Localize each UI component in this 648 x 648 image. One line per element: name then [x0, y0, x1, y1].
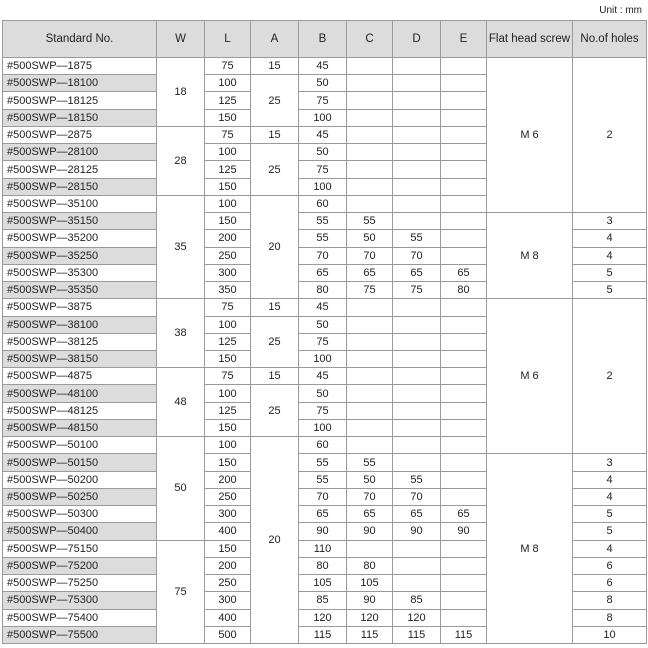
cell-d — [393, 402, 441, 419]
cell-b: 70 — [299, 488, 347, 505]
cell-b: 75 — [299, 161, 347, 178]
cell-standard-no: #500SWP—35150 — [3, 213, 157, 230]
unit-label: Unit : mm — [599, 5, 642, 16]
cell-a: 25 — [251, 385, 299, 437]
cell-e — [441, 75, 487, 92]
cell-b: 55 — [299, 454, 347, 471]
cell-c — [347, 385, 393, 402]
cell-c: 115 — [347, 626, 393, 643]
header-flat-head-screw: Flat head screw — [487, 21, 573, 58]
cell-b: 105 — [299, 575, 347, 592]
cell-d: 90 — [393, 523, 441, 540]
cell-standard-no: #500SWP—28100 — [3, 144, 157, 161]
cell-c — [347, 437, 393, 454]
cell-d — [393, 350, 441, 367]
header-d: D — [393, 21, 441, 58]
cell-no-of-holes: 4 — [573, 540, 647, 557]
cell-e — [441, 402, 487, 419]
cell-w: 38 — [157, 299, 205, 368]
cell-d — [393, 454, 441, 471]
cell-a: 20 — [251, 437, 299, 644]
header-c: C — [347, 21, 393, 58]
cell-d — [393, 92, 441, 109]
cell-e — [441, 385, 487, 402]
cell-d — [393, 75, 441, 92]
cell-l: 100 — [205, 316, 251, 333]
cell-standard-no: #500SWP—75300 — [3, 592, 157, 609]
cell-e: 80 — [441, 282, 487, 299]
cell-standard-no: #500SWP—18125 — [3, 92, 157, 109]
cell-c — [347, 92, 393, 109]
cell-d — [393, 178, 441, 195]
cell-c: 50 — [347, 471, 393, 488]
cell-b: 115 — [299, 626, 347, 643]
cell-w: 35 — [157, 195, 205, 298]
cell-d: 65 — [393, 506, 441, 523]
cell-standard-no: #500SWP—38125 — [3, 333, 157, 350]
cell-c — [347, 368, 393, 385]
cell-e — [441, 109, 487, 126]
cell-l: 100 — [205, 385, 251, 402]
cell-c — [347, 75, 393, 92]
cell-no-of-holes: 5 — [573, 282, 647, 299]
cell-c: 105 — [347, 575, 393, 592]
cell-d — [393, 161, 441, 178]
cell-b: 80 — [299, 282, 347, 299]
cell-e — [441, 299, 487, 316]
cell-b: 50 — [299, 75, 347, 92]
cell-l: 125 — [205, 333, 251, 350]
header-row — [3, 21, 647, 58]
cell-no-of-holes: 4 — [573, 230, 647, 247]
cell-standard-no: #500SWP—75250 — [3, 575, 157, 592]
spec-table — [2, 20, 647, 644]
cell-c — [347, 316, 393, 333]
cell-d: 70 — [393, 488, 441, 505]
cell-b: 55 — [299, 213, 347, 230]
cell-l: 75 — [205, 299, 251, 316]
cell-e: 90 — [441, 523, 487, 540]
cell-e — [441, 557, 487, 574]
cell-b: 85 — [299, 592, 347, 609]
cell-w: 75 — [157, 540, 205, 643]
header-l: L — [205, 21, 251, 58]
cell-c: 50 — [347, 230, 393, 247]
cell-w: 28 — [157, 126, 205, 195]
cell-e — [441, 230, 487, 247]
cell-b: 55 — [299, 230, 347, 247]
cell-b: 65 — [299, 506, 347, 523]
cell-standard-no: #500SWP—48150 — [3, 419, 157, 436]
cell-c — [347, 58, 393, 75]
header-b: B — [299, 21, 347, 58]
cell-standard-no: #500SWP—38100 — [3, 316, 157, 333]
cell-b: 60 — [299, 195, 347, 212]
cell-b: 60 — [299, 437, 347, 454]
cell-b: 110 — [299, 540, 347, 557]
cell-w: 50 — [157, 437, 205, 540]
table-row — [3, 213, 647, 230]
cell-c: 55 — [347, 454, 393, 471]
cell-b: 90 — [299, 523, 347, 540]
cell-standard-no: #500SWP—35100 — [3, 195, 157, 212]
cell-flat-head-screw: M 6 — [487, 299, 573, 454]
cell-e — [441, 540, 487, 557]
cell-d: 120 — [393, 609, 441, 626]
cell-no-of-holes: 4 — [573, 471, 647, 488]
cell-b: 80 — [299, 557, 347, 574]
cell-e — [441, 126, 487, 143]
cell-l: 75 — [205, 58, 251, 75]
cell-d — [393, 575, 441, 592]
cell-standard-no: #500SWP—1875 — [3, 58, 157, 75]
cell-b: 75 — [299, 333, 347, 350]
cell-d — [393, 385, 441, 402]
cell-e: 65 — [441, 506, 487, 523]
cell-b: 45 — [299, 299, 347, 316]
cell-d — [393, 299, 441, 316]
cell-standard-no: #500SWP—50250 — [3, 488, 157, 505]
cell-l: 150 — [205, 178, 251, 195]
cell-l: 300 — [205, 264, 251, 281]
cell-e — [441, 178, 487, 195]
cell-l: 150 — [205, 213, 251, 230]
cell-no-of-holes: 5 — [573, 506, 647, 523]
cell-l: 400 — [205, 523, 251, 540]
cell-b: 100 — [299, 178, 347, 195]
cell-standard-no: #500SWP—3875 — [3, 299, 157, 316]
cell-e — [441, 575, 487, 592]
cell-no-of-holes: 6 — [573, 557, 647, 574]
cell-standard-no: #500SWP—50400 — [3, 523, 157, 540]
cell-e — [441, 161, 487, 178]
cell-l: 150 — [205, 454, 251, 471]
cell-b: 75 — [299, 402, 347, 419]
cell-standard-no: #500SWP—35250 — [3, 247, 157, 264]
cell-l: 200 — [205, 471, 251, 488]
cell-d: 70 — [393, 247, 441, 264]
cell-b: 70 — [299, 247, 347, 264]
cell-c — [347, 144, 393, 161]
cell-no-of-holes: 8 — [573, 592, 647, 609]
cell-d — [393, 126, 441, 143]
cell-b: 120 — [299, 609, 347, 626]
header-no-of-holes: No.of holes — [573, 21, 647, 58]
cell-b: 65 — [299, 264, 347, 281]
cell-l: 200 — [205, 557, 251, 574]
cell-standard-no: #500SWP—75200 — [3, 557, 157, 574]
cell-e — [441, 592, 487, 609]
cell-standard-no: #500SWP—50100 — [3, 437, 157, 454]
table-row — [3, 58, 647, 75]
cell-l: 100 — [205, 144, 251, 161]
cell-e: 65 — [441, 264, 487, 281]
cell-l: 300 — [205, 592, 251, 609]
cell-no-of-holes: 3 — [573, 454, 647, 471]
cell-e — [441, 247, 487, 264]
table-body — [3, 58, 647, 644]
cell-d — [393, 557, 441, 574]
cell-l: 250 — [205, 488, 251, 505]
cell-c: 120 — [347, 609, 393, 626]
cell-l: 200 — [205, 230, 251, 247]
cell-w: 48 — [157, 368, 205, 437]
cell-standard-no: #500SWP—75400 — [3, 609, 157, 626]
cell-c: 55 — [347, 213, 393, 230]
cell-standard-no: #500SWP—50200 — [3, 471, 157, 488]
cell-c — [347, 402, 393, 419]
cell-standard-no: #500SWP—75500 — [3, 626, 157, 643]
cell-d: 115 — [393, 626, 441, 643]
cell-c: 80 — [347, 557, 393, 574]
header-standard-no: Standard No. — [3, 21, 157, 58]
cell-a: 15 — [251, 368, 299, 385]
cell-d — [393, 109, 441, 126]
cell-no-of-holes: 2 — [573, 58, 647, 213]
cell-c — [347, 109, 393, 126]
cell-standard-no: #500SWP—2875 — [3, 126, 157, 143]
cell-c: 70 — [347, 488, 393, 505]
cell-d: 65 — [393, 264, 441, 281]
cell-d — [393, 316, 441, 333]
cell-l: 75 — [205, 368, 251, 385]
cell-b: 100 — [299, 419, 347, 436]
cell-b: 45 — [299, 368, 347, 385]
cell-d — [393, 540, 441, 557]
cell-c — [347, 333, 393, 350]
cell-no-of-holes: 10 — [573, 626, 647, 643]
cell-l: 150 — [205, 540, 251, 557]
cell-a: 25 — [251, 316, 299, 368]
cell-c: 75 — [347, 282, 393, 299]
cell-flat-head-screw: M 8 — [487, 454, 573, 644]
cell-e — [441, 144, 487, 161]
cell-c — [347, 161, 393, 178]
cell-c — [347, 178, 393, 195]
cell-e — [441, 419, 487, 436]
cell-l: 400 — [205, 609, 251, 626]
cell-c: 65 — [347, 506, 393, 523]
cell-b: 45 — [299, 126, 347, 143]
cell-no-of-holes: 4 — [573, 247, 647, 264]
cell-standard-no: #500SWP—35300 — [3, 264, 157, 281]
cell-b: 50 — [299, 316, 347, 333]
cell-no-of-holes: 4 — [573, 488, 647, 505]
cell-l: 100 — [205, 75, 251, 92]
cell-e — [441, 350, 487, 367]
cell-a: 15 — [251, 58, 299, 75]
cell-e — [441, 609, 487, 626]
cell-flat-head-screw: M 6 — [487, 58, 573, 213]
cell-c — [347, 540, 393, 557]
cell-e — [441, 316, 487, 333]
cell-e — [441, 195, 487, 212]
cell-standard-no: #500SWP—28125 — [3, 161, 157, 178]
cell-no-of-holes: 5 — [573, 264, 647, 281]
cell-e — [441, 58, 487, 75]
cell-d — [393, 144, 441, 161]
cell-e — [441, 333, 487, 350]
cell-standard-no: #500SWP—48125 — [3, 402, 157, 419]
cell-c: 65 — [347, 264, 393, 281]
table-row — [3, 299, 647, 316]
cell-l: 150 — [205, 350, 251, 367]
cell-a: 25 — [251, 75, 299, 127]
cell-standard-no: #500SWP—50150 — [3, 454, 157, 471]
cell-no-of-holes: 3 — [573, 213, 647, 230]
cell-standard-no: #500SWP—4875 — [3, 368, 157, 385]
cell-c — [347, 350, 393, 367]
cell-e: 115 — [441, 626, 487, 643]
cell-l: 125 — [205, 92, 251, 109]
cell-c: 70 — [347, 247, 393, 264]
cell-l: 100 — [205, 195, 251, 212]
cell-a: 20 — [251, 195, 299, 298]
cell-d — [393, 213, 441, 230]
cell-d — [393, 333, 441, 350]
header-e: E — [441, 21, 487, 58]
cell-e — [441, 488, 487, 505]
cell-standard-no: #500SWP—18150 — [3, 109, 157, 126]
cell-e — [441, 213, 487, 230]
cell-d — [393, 419, 441, 436]
cell-flat-head-screw: M 8 — [487, 213, 573, 299]
cell-standard-no: #500SWP—38150 — [3, 350, 157, 367]
cell-a: 15 — [251, 299, 299, 316]
cell-a: 25 — [251, 144, 299, 196]
cell-c — [347, 299, 393, 316]
cell-c: 90 — [347, 523, 393, 540]
cell-l: 350 — [205, 282, 251, 299]
cell-l: 100 — [205, 437, 251, 454]
cell-standard-no: #500SWP—18100 — [3, 75, 157, 92]
cell-standard-no: #500SWP—28150 — [3, 178, 157, 195]
table-row — [3, 454, 647, 471]
cell-standard-no: #500SWP—35200 — [3, 230, 157, 247]
cell-l: 250 — [205, 575, 251, 592]
cell-e — [441, 471, 487, 488]
cell-standard-no: #500SWP—50300 — [3, 506, 157, 523]
cell-l: 150 — [205, 419, 251, 436]
cell-l: 150 — [205, 109, 251, 126]
cell-standard-no: #500SWP—48100 — [3, 385, 157, 402]
cell-l: 300 — [205, 506, 251, 523]
cell-l: 125 — [205, 402, 251, 419]
cell-c — [347, 419, 393, 436]
cell-b: 100 — [299, 350, 347, 367]
cell-d — [393, 437, 441, 454]
cell-no-of-holes: 5 — [573, 523, 647, 540]
cell-d — [393, 195, 441, 212]
cell-l: 75 — [205, 126, 251, 143]
cell-no-of-holes: 8 — [573, 609, 647, 626]
cell-d: 85 — [393, 592, 441, 609]
header-w: W — [157, 21, 205, 58]
cell-d — [393, 368, 441, 385]
cell-l: 125 — [205, 161, 251, 178]
cell-l: 500 — [205, 626, 251, 643]
cell-b: 45 — [299, 58, 347, 75]
cell-e — [441, 368, 487, 385]
cell-no-of-holes: 6 — [573, 575, 647, 592]
cell-b: 55 — [299, 471, 347, 488]
cell-e — [441, 454, 487, 471]
cell-c — [347, 195, 393, 212]
cell-c: 90 — [347, 592, 393, 609]
cell-d: 55 — [393, 230, 441, 247]
cell-d: 55 — [393, 471, 441, 488]
cell-standard-no: #500SWP—35350 — [3, 282, 157, 299]
cell-standard-no: #500SWP—75150 — [3, 540, 157, 557]
cell-a: 15 — [251, 126, 299, 143]
cell-b: 75 — [299, 92, 347, 109]
cell-no-of-holes: 2 — [573, 299, 647, 454]
cell-e — [441, 437, 487, 454]
cell-l: 250 — [205, 247, 251, 264]
cell-d: 75 — [393, 282, 441, 299]
cell-d — [393, 58, 441, 75]
cell-b: 50 — [299, 385, 347, 402]
cell-w: 18 — [157, 58, 205, 127]
cell-c — [347, 126, 393, 143]
header-a: A — [251, 21, 299, 58]
cell-e — [441, 92, 487, 109]
cell-b: 50 — [299, 144, 347, 161]
cell-b: 100 — [299, 109, 347, 126]
